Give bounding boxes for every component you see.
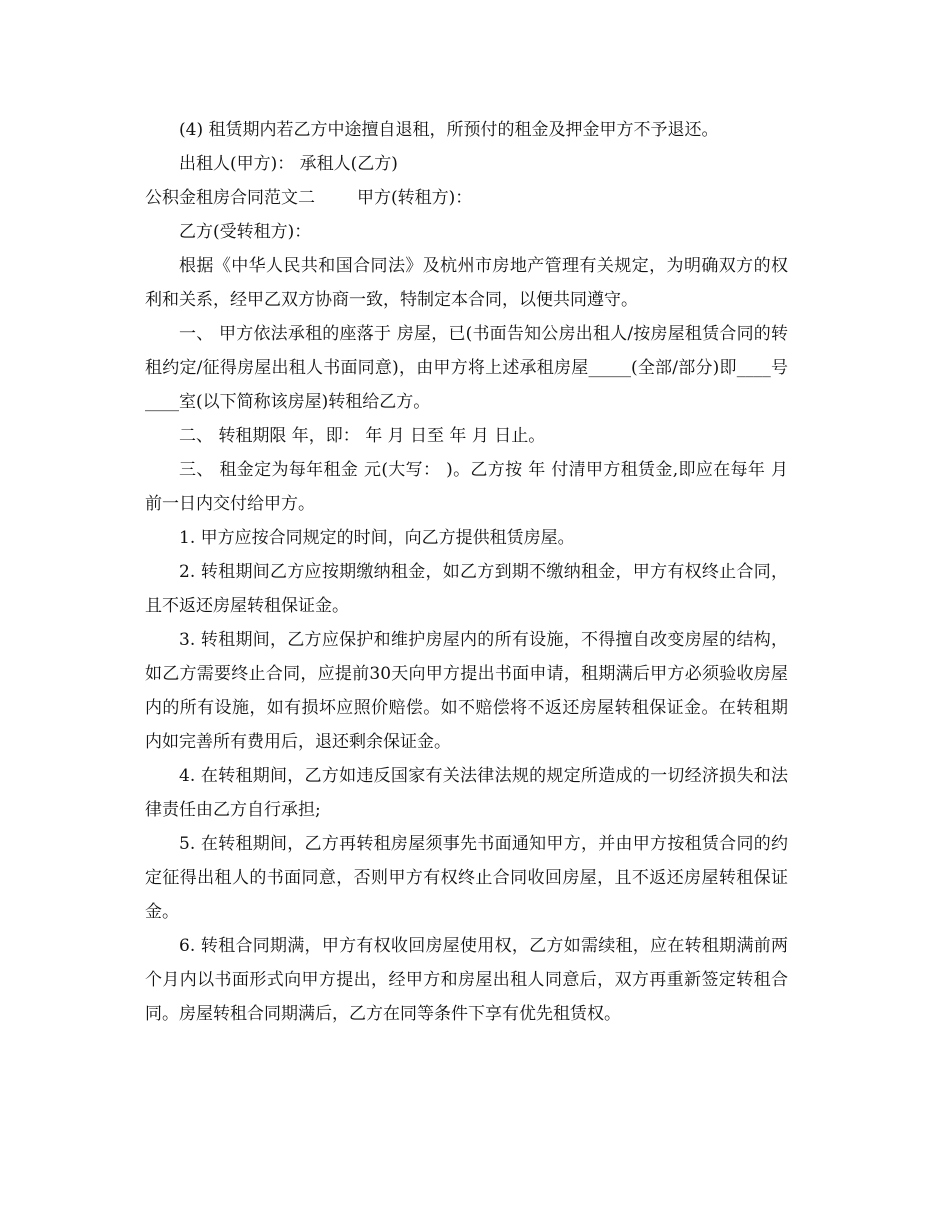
party-a-label: 甲方(转租方)： xyxy=(357,188,473,208)
item-1: 1. 甲方应按合同规定的时间，向乙方提供租赁房屋。 xyxy=(179,528,575,548)
preamble-paragraph: 根据《中华人民共和国合同法》及杭州市房地产管理有关规定，为明确双方的权利和关系，经甲乙双方协商一致，特制定本合同，以便共同遵守。 xyxy=(145,256,788,310)
item-5: 5. 在转租期间，乙方再转租房屋须事先书面通知甲方，并由甲方按租赁合同的约定征得出租人的书面同意，否则甲方有权终止合同收回房屋，且不返还房屋转租保证金。 xyxy=(145,834,788,922)
article-2: 二、 转租期限 年，即： 年 月 日至 年 月 日止。 xyxy=(179,426,546,446)
section-heading-line xyxy=(145,181,788,215)
item-4: 4. 在转租期间，乙方如违反国家有关法律法规的规定所造成的一切经济损失和法律责任由乙方自行承担; xyxy=(145,766,788,820)
clause-4-refund: (4) 租赁期内若乙方中途擅自退租，所预付的租金及押金甲方不予退还。 xyxy=(179,120,719,140)
article-3: 三、 租金定为每年租金 元(大写： )。乙方按 年 付清甲方租赁金,即应在每年 月前一日内交付给甲方。 xyxy=(145,460,788,514)
section-title: 公积金租房合同范文二 xyxy=(145,188,315,208)
item-2: 2. 转租期间乙方应按期缴纳租金，如乙方到期不缴纳租金，甲方有权终止合同，且不返还房屋转租保证金。 xyxy=(145,562,788,616)
signature-line: 出租人(甲方)： 承租人(乙方) xyxy=(179,154,398,174)
party-b-label: 乙方(受转租方)： xyxy=(179,222,312,242)
item-3: 3. 转租期间，乙方应保护和维护房屋内的所有设施，不得擅自改变房屋的结构，如乙方需要终止合同，应提前30天向甲方提出书面申请，租期满后甲方必须验收房屋内的所有设施，如有损坏应照价赔偿。如不赔偿将不返还房屋转租保证金。在转租期内如完善所有费用后，退还剩余保证金。 xyxy=(145,630,788,752)
item-6: 6. 转租合同期满，甲方有权收回房屋使用权，乙方如需续租，应在转租期满前两个月内以书面形式向甲方提出，经甲方和房屋出租人同意后，双方再重新签定转租合同。房屋转租合同期满后，乙方在同等条件下享有优先租赁权。 xyxy=(145,936,788,1024)
article-1: 一、 甲方依法承租的座落于 房屋，已(书面告知公房出租人/按房屋租赁合同的转租约定/征得房屋出租人书面同意)，由甲方将上述承租房屋_____(全部/部分)即____号____室(以下简称该房屋)转租给乙方。 xyxy=(145,324,788,412)
